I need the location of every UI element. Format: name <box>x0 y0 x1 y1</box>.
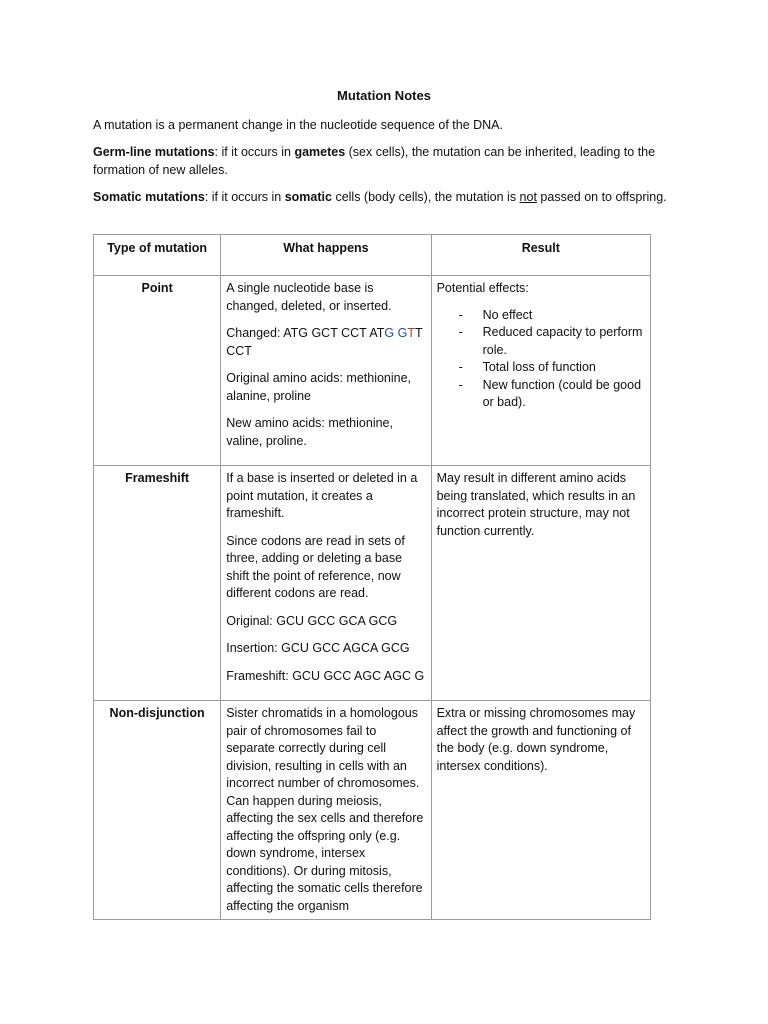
type-nondisjunction: Non-disjunction <box>94 701 221 920</box>
somatic-paragraph: Somatic mutations: if it occurs in somatic cells (body cells), the mutation is not passed on to offspring. <box>93 190 667 204</box>
effects-list <box>437 307 645 412</box>
page-title: Mutation Notes <box>337 88 431 103</box>
not-underlined: not <box>519 190 537 204</box>
changed-sequence: Changed: ATG GCT CCT ATG GTT CCT <box>226 326 423 358</box>
table-row-point <box>94 276 651 466</box>
type-point: Point <box>94 276 221 466</box>
mutation-table <box>93 234 651 920</box>
header-what-happens: What happens <box>221 235 431 276</box>
somatic-term: Somatic mutations <box>93 190 205 204</box>
list-item: - No effect <box>458 307 533 322</box>
somatic-keyword: somatic <box>284 190 332 204</box>
gametes-keyword: gametes <box>294 145 346 159</box>
table-row-nondisjunction <box>94 701 651 920</box>
what-point: A single nucleotide base is changed, deleted, or inserted. Changed: ATG GCT CCT ATG GTT CCT Original amino acids: methionine, alanine, proline New amino acids: methionine, valine, proline. <box>221 276 431 466</box>
intro-paragraph: A mutation is a permanent change in the nucleotide sequence of the DNA. <box>93 118 503 132</box>
what-frameshift: If a base is inserted or deleted in a point mutation, it creates a frameshift. Since codons are read in sets of three, adding or deleting a base shift the point of reference, now different codons are read. Original: GCU GCC GCA GCG Insertion: GCU GCC AGCA GCG Frameshift: GCU GCC AGC AGC G <box>221 466 431 701</box>
list-item: - New function (could be good or bad). <box>458 377 642 409</box>
list-item: - Reduced capacity to perform role. <box>458 325 643 357</box>
header-result: Result <box>431 235 650 276</box>
germline-paragraph: Germ-line mutations: if it occurs in gametes (sex cells), the mutation can be inherited, leading to the formation of new alleles. <box>93 145 656 177</box>
table-row-frameshift <box>94 466 651 701</box>
germline-term: Germ-line mutations <box>93 145 215 159</box>
result-point: Potential effects: - No effect - Reduced capacity to perform role. - Total loss of function - New function (could be good or bad). <box>431 276 650 466</box>
type-frameshift: Frameshift <box>94 466 221 701</box>
list-item: - Total loss of function <box>458 360 596 374</box>
header-type: Type of mutation <box>94 235 221 276</box>
result-frameshift: May result in different amino acids being translated, which results in an incorrect protein structure, may not function currently. <box>431 466 650 701</box>
table-header-row <box>94 235 651 276</box>
result-nondisjunction: Extra or missing chromosomes may affect the growth and functioning of the body (e.g. down syndrome, intersex conditions). <box>431 701 650 920</box>
what-nondisjunction: Sister chromatids in a homologous pair of chromosomes fail to separate correctly during cell division, resulting in cells with an incorrect number of chromosomes. Can happen during meiosis, affecting the sex cells and therefore affecting the offspring only (e.g. down syndrome, intersex conditions). Or during mitosis, affecting the somatic cells therefore affecting the organism <box>221 701 431 920</box>
